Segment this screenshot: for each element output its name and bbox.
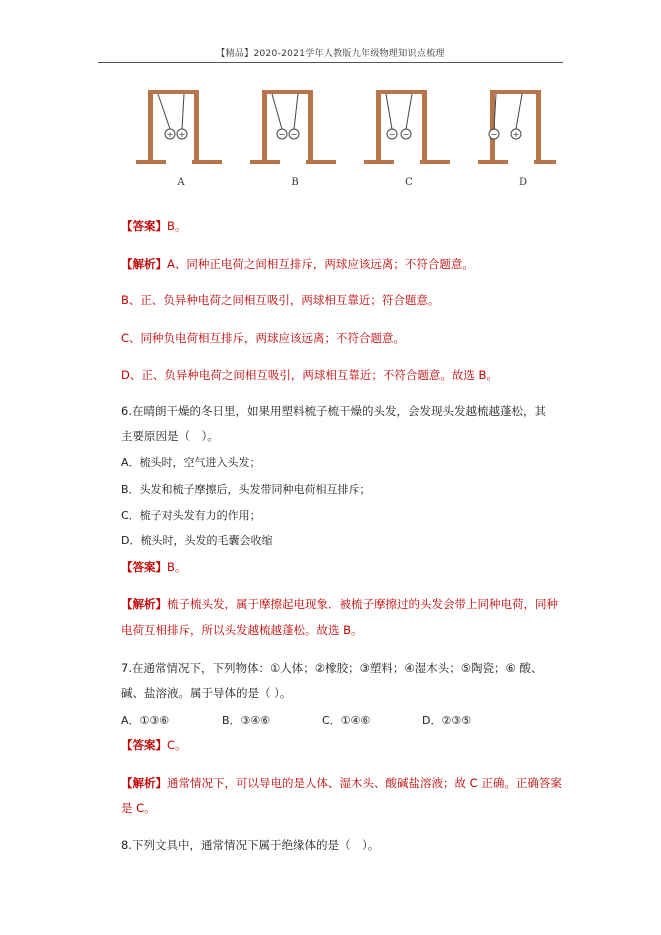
charge-sign: + <box>178 130 186 139</box>
stand-left-post <box>376 90 381 160</box>
q6-analysis-line1: 【解析】梳子梳头发，属于摩擦起电现象．被梳子摩擦过的头发会带上同种电荷，同种 <box>121 597 558 611</box>
stand-left-foot <box>478 160 508 164</box>
charge-sign: − <box>290 130 298 139</box>
q6-answer: 【答案】B。 <box>121 560 187 574</box>
stand-left-post <box>148 90 153 160</box>
thread <box>294 94 298 129</box>
stand-top-bar <box>490 90 541 94</box>
q5-analysis-d: D、正、负异种电荷之间相互吸引，两球相互靠近；不符合题意。故选 B。 <box>121 368 498 382</box>
q7-option-c: C．①④⑥ <box>322 714 371 727</box>
q7-answer: 【答案】C。 <box>121 738 187 752</box>
stand-left-foot <box>364 160 394 164</box>
q7-stem-line2: 碱、盐溶液。属于导体的是（ ）。 <box>121 686 292 700</box>
thread <box>158 94 170 129</box>
stand-right-foot <box>306 160 336 164</box>
stand-top-bar <box>262 90 313 94</box>
charge-sign: − <box>278 130 286 139</box>
figure-label: B <box>291 177 299 188</box>
thread <box>516 94 522 129</box>
q8-stem: 8.下列文具中，通常情况下属于绝缘体的是（ ）。 <box>121 838 380 852</box>
q5-analysis-b: B、正、负异种电荷之间相互吸引，两球相互靠近；符合题意。 <box>121 293 440 307</box>
charge-sign: − <box>490 130 498 139</box>
charge-sign: + <box>166 130 174 139</box>
header-divider <box>98 62 563 63</box>
q6-stem-line1: 6.在晴朗干燥的冬日里，如果用塑料梳子梳干燥的头发，会发现头发越梳越蓬松，其 <box>121 404 546 418</box>
q6-analysis-line2: 电荷互相排斥，所以头发越梳越蓬松。故选 B。 <box>121 623 363 637</box>
electroscope-figure <box>136 86 556 196</box>
q7-option-b: B．③④⑥ <box>222 714 271 727</box>
q7-option-d: D．②③⑤ <box>422 714 472 727</box>
stand-left-foot <box>250 160 280 164</box>
charge-sign: − <box>402 130 410 139</box>
thread <box>272 94 282 129</box>
stand-right-foot <box>420 160 450 164</box>
figure-label: A <box>177 177 185 188</box>
q5-analysis-c: C、同种负电荷相互排斥，两球应该远离；不符合题意。 <box>121 331 406 345</box>
stand-left-foot <box>136 160 166 164</box>
q7-analysis-line2: 是 C。 <box>121 801 156 815</box>
stand-right-foot <box>534 160 556 164</box>
stand-right-post <box>422 90 427 160</box>
charge-sign: + <box>512 130 520 139</box>
thread <box>406 94 412 129</box>
page-header: 【精品】2020-2021学年人教版九年级物理知识点梳理 <box>216 49 445 59</box>
q5-answer: 【答案】B。 <box>121 219 187 233</box>
q6-option-b: B．头发和梳子摩擦后，头发带同种电荷相互排斥； <box>121 483 371 496</box>
q7-option-a: A．①③⑥ <box>121 714 170 727</box>
stand-right-post <box>308 90 313 160</box>
q7-stem-line1: 7.在通常情况下，下列物体：①人体；②橡胶；③塑料；④湿木头；⑤陶瓷；⑥ 酸、 <box>121 661 543 675</box>
figure-label: C <box>405 177 413 188</box>
pendulum-diagram <box>136 86 556 196</box>
q6-stem-line2: 主要原因是（ ）。 <box>121 429 219 443</box>
charge-sign: − <box>388 130 396 139</box>
q6-option-d: D．梳头时，头发的毛囊会收缩 <box>121 534 273 547</box>
q6-option-c: C．梳子对头发有力的作用； <box>121 509 261 522</box>
stand-right-post <box>194 90 199 160</box>
stand-right-foot <box>192 160 222 164</box>
stand-left-post <box>262 90 267 160</box>
q6-option-a: A．梳头时，空气进入头发； <box>121 456 261 469</box>
stand-top-bar <box>148 90 199 94</box>
stand-top-bar <box>376 90 427 94</box>
stand-right-post <box>536 90 541 160</box>
thread <box>386 94 392 129</box>
q5-analysis-a: 【解析】A、同种正电荷之间相互排斥，两球应该远离；不符合题意。 <box>121 257 474 271</box>
thread <box>182 94 184 129</box>
figure-label: D <box>518 177 528 188</box>
q7-analysis-line1: 【解析】通常情况下，可以导电的是人体、湿木头、酸碱盐溶液；故 C 正确。正确答案 <box>121 776 562 790</box>
